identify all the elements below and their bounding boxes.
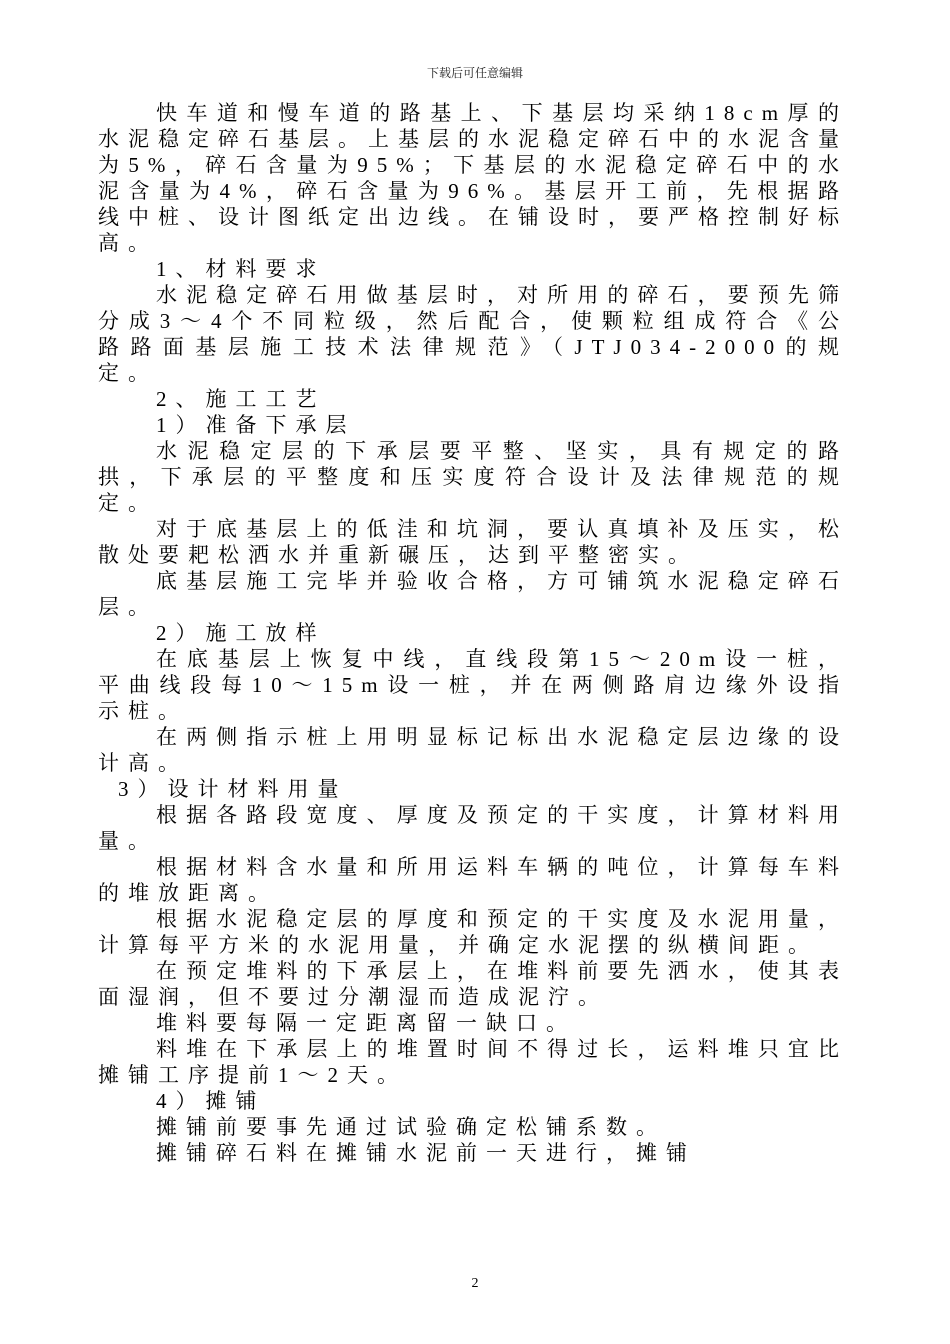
paragraph: 快车道和慢车道的路基上、下基层均采纳18cm厚的水泥稳定碎石基层。上基层的水泥稳定碎石中的水泥含量为5%，碎石含量为95%；下基层的水泥稳定碎石中的水泥含量为4%，碎石含量为96%。基层开工前，先根据路线中桩、设计图纸定出边线。在铺设时，要严格控制好标高。 — [98, 101, 848, 255]
paragraph: 水泥稳定层的下承层要平整、坚实，具有规定的路拱，下承层的平整度和压实度符合设计及法律规范的规定。 — [98, 439, 848, 515]
subsection-heading: 2）施工放样 — [156, 621, 326, 645]
paragraph: 在两侧指示桩上用明显标记标出水泥稳定层边缘的设计高。 — [98, 725, 848, 775]
paragraph: 堆料要每隔一定距离留一缺口。 — [156, 1011, 576, 1035]
paragraph: 在预定堆料的下承层上，在堆料前要先洒水，使其表面湿润，但不要过分潮湿而造成泥泞。 — [98, 959, 848, 1009]
paragraph: 摊铺前要事先通过试验确定松铺系数。 — [156, 1115, 666, 1139]
paragraph: 根据材料含水量和所用运料车辆的吨位，计算每车料的堆放距离。 — [98, 855, 848, 905]
paragraph: 根据各路段宽度、厚度及预定的干实度，计算材料用量。 — [98, 803, 848, 853]
document-body — [98, 100, 848, 1166]
paragraph: 对于底基层上的低洼和坑洞，要认真填补及压实，松散处要耙松洒水并重新碾压，达到平整密实。 — [98, 517, 848, 567]
paragraph: 摊铺碎石料在摊铺水泥前一天进行，摊铺 — [156, 1141, 696, 1165]
subsection-heading: 1）准备下承层 — [156, 413, 356, 437]
section-heading: 1、材料要求 — [156, 257, 326, 281]
paragraph: 底基层施工完毕并验收合格，方可铺筑水泥稳定碎石层。 — [98, 569, 848, 619]
paragraph: 在底基层上恢复中线，直线段第15～20m设一桩，平曲线段每10～15m设一桩，并在两侧路肩边缘外设指示桩。 — [98, 647, 848, 723]
page-header: 下载后可任意编辑 — [426, 66, 523, 80]
paragraph: 水泥稳定碎石用做基层时，对所用的碎石，要预先筛分成3～4个不同粒级，然后配合，使颗粒组成符合《公路路面基层施工技术法律规范》（JTJ034-2000的规定。 — [98, 283, 848, 385]
paragraph: 料堆在下承层上的堆置时间不得过长，运料堆只宜比摊铺工序提前1～2天。 — [98, 1037, 848, 1087]
subsection-heading: 4）摊铺 — [156, 1089, 266, 1113]
subsection-heading: 3）设计材料用量 — [118, 777, 348, 801]
paragraph: 根据水泥稳定层的厚度和预定的干实度及水泥用量，计算每平方米的水泥用量，并确定水泥摆的纵横间距。 — [98, 907, 848, 957]
page-number: 2 — [471, 1276, 479, 1291]
section-heading: 2、施工工艺 — [156, 387, 326, 411]
